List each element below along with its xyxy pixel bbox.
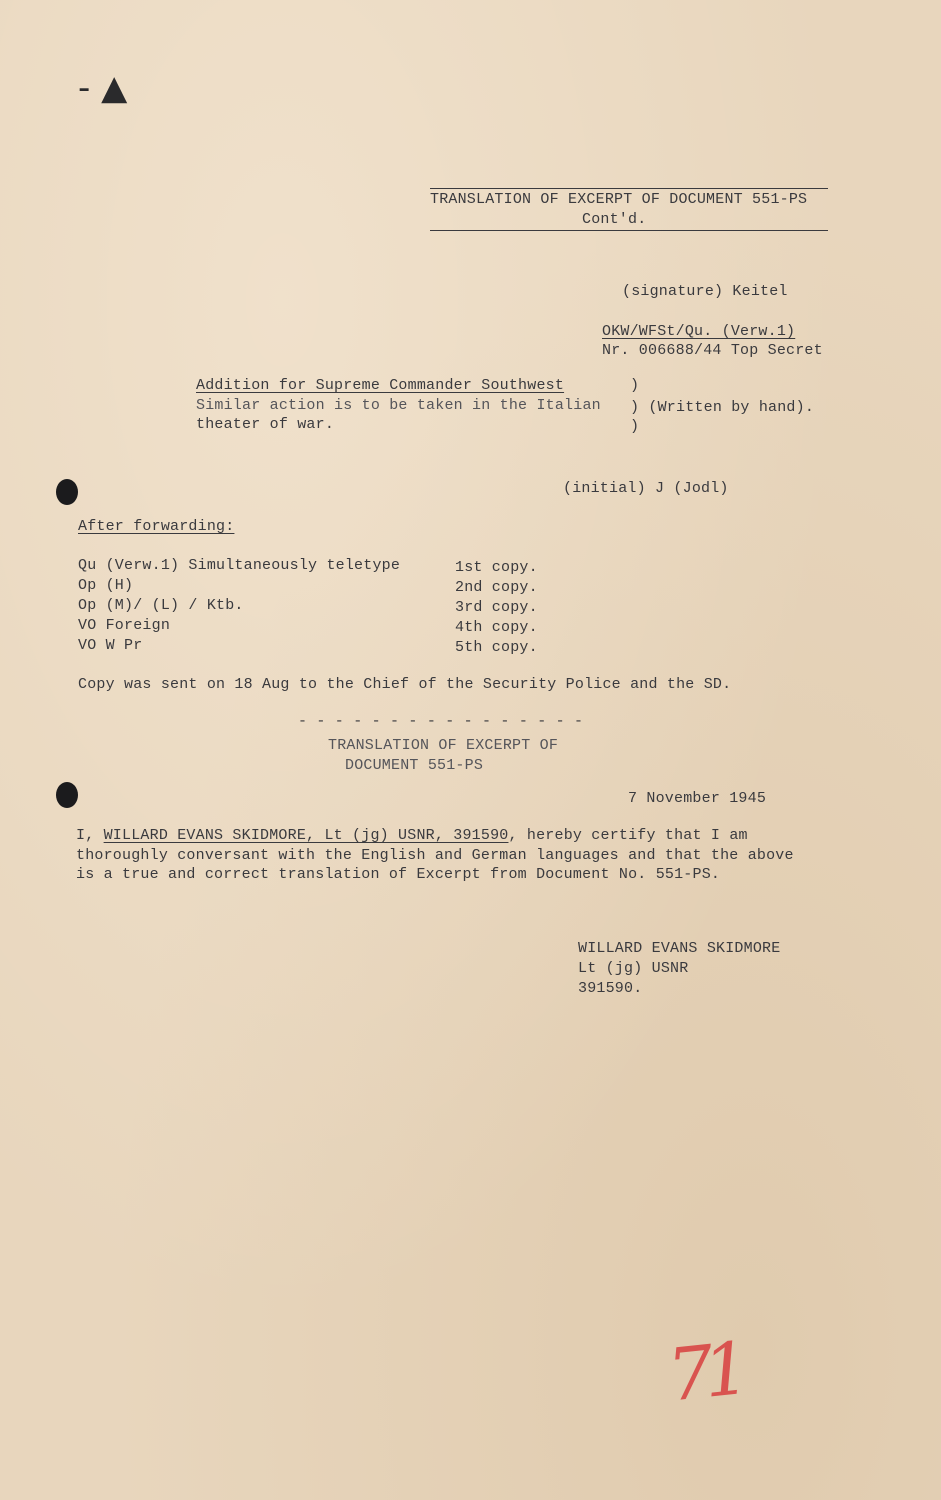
forwarding-copy: 4th copy. — [455, 619, 538, 636]
section-divider: - - - - - - - - - - - - - - - - — [298, 713, 584, 730]
header-top-rule — [430, 188, 828, 189]
forwarding-copy: 1st copy. — [455, 559, 538, 576]
handwritten-page-number: 71 — [663, 1326, 744, 1418]
certifier-signature-name: WILLARD EVANS SKIDMORE — [578, 940, 781, 957]
certificate-title-1: TRANSLATION OF EXCERPT OF — [328, 737, 559, 754]
addition-line-1: Addition for Supreme Commander Southwest — [196, 377, 565, 394]
signature-line: (signature) Keitel — [622, 283, 788, 300]
document-subtitle: Cont'd. — [582, 211, 647, 228]
reference-number: Nr. 006688/44 Top Secret — [602, 342, 823, 359]
forwarding-recipient: Op (M)/ (L) / Ktb. — [78, 597, 244, 614]
forwarding-copy: 2nd copy. — [455, 579, 538, 596]
forwarding-recipient: VO W Pr — [78, 637, 143, 654]
forwarding-copy: 5th copy. — [455, 639, 538, 656]
initial-line: (initial) J (Jodl) — [563, 480, 729, 497]
forwarding-recipient: VO Foreign — [78, 617, 171, 634]
certifier-signature-rank: Lt (jg) USNR — [578, 960, 689, 977]
punch-hole — [56, 479, 78, 505]
forwarding-recipient: Qu (Verw.1) Simultaneously teletype — [78, 557, 401, 574]
certificate-line-2: thoroughly conversant with the English and German languages and that the above — [76, 847, 794, 864]
addition-paren-3: ) — [630, 418, 640, 435]
certificate-line-1-end: , hereby certify that I am — [508, 827, 748, 844]
punch-hole — [56, 782, 78, 808]
corner-mark: - ▲ — [78, 68, 128, 108]
copy-sent-note: Copy was sent on 18 Aug to the Chief of the Security Police and the SD. — [78, 676, 732, 693]
certificate-line-1 — [76, 826, 748, 846]
addition-line-3: theater of war. — [196, 416, 335, 433]
addition-paren-2: ) (Written by hand). — [630, 399, 815, 416]
forwarding-heading: After forwarding: — [78, 518, 235, 535]
certificate-line-1-start: I, — [76, 827, 104, 844]
certificate-date: 7 November 1945 — [628, 790, 767, 807]
reference-office: OKW/WFSt/Qu. (Verw.1) — [602, 323, 796, 340]
forwarding-recipient: Op (H) — [78, 577, 134, 594]
certifier-signature-number: 391590. — [578, 980, 643, 997]
addition-line-2: Similar action is to be taken in the Italian — [196, 397, 601, 414]
certifier-name: WILLARD EVANS SKIDMORE, Lt (jg) USNR, 391590 — [103, 827, 509, 844]
document-title: TRANSLATION OF EXCERPT OF DOCUMENT 551-PS — [430, 191, 808, 208]
addition-paren-1: ) — [630, 377, 640, 394]
certificate-line-3: is a true and correct translation of Excerpt from Document No. 551-PS. — [76, 866, 721, 883]
forwarding-copy: 3rd copy. — [455, 599, 538, 616]
certificate-title-2: DOCUMENT 551-PS — [345, 757, 484, 774]
header-bottom-rule — [430, 230, 828, 231]
